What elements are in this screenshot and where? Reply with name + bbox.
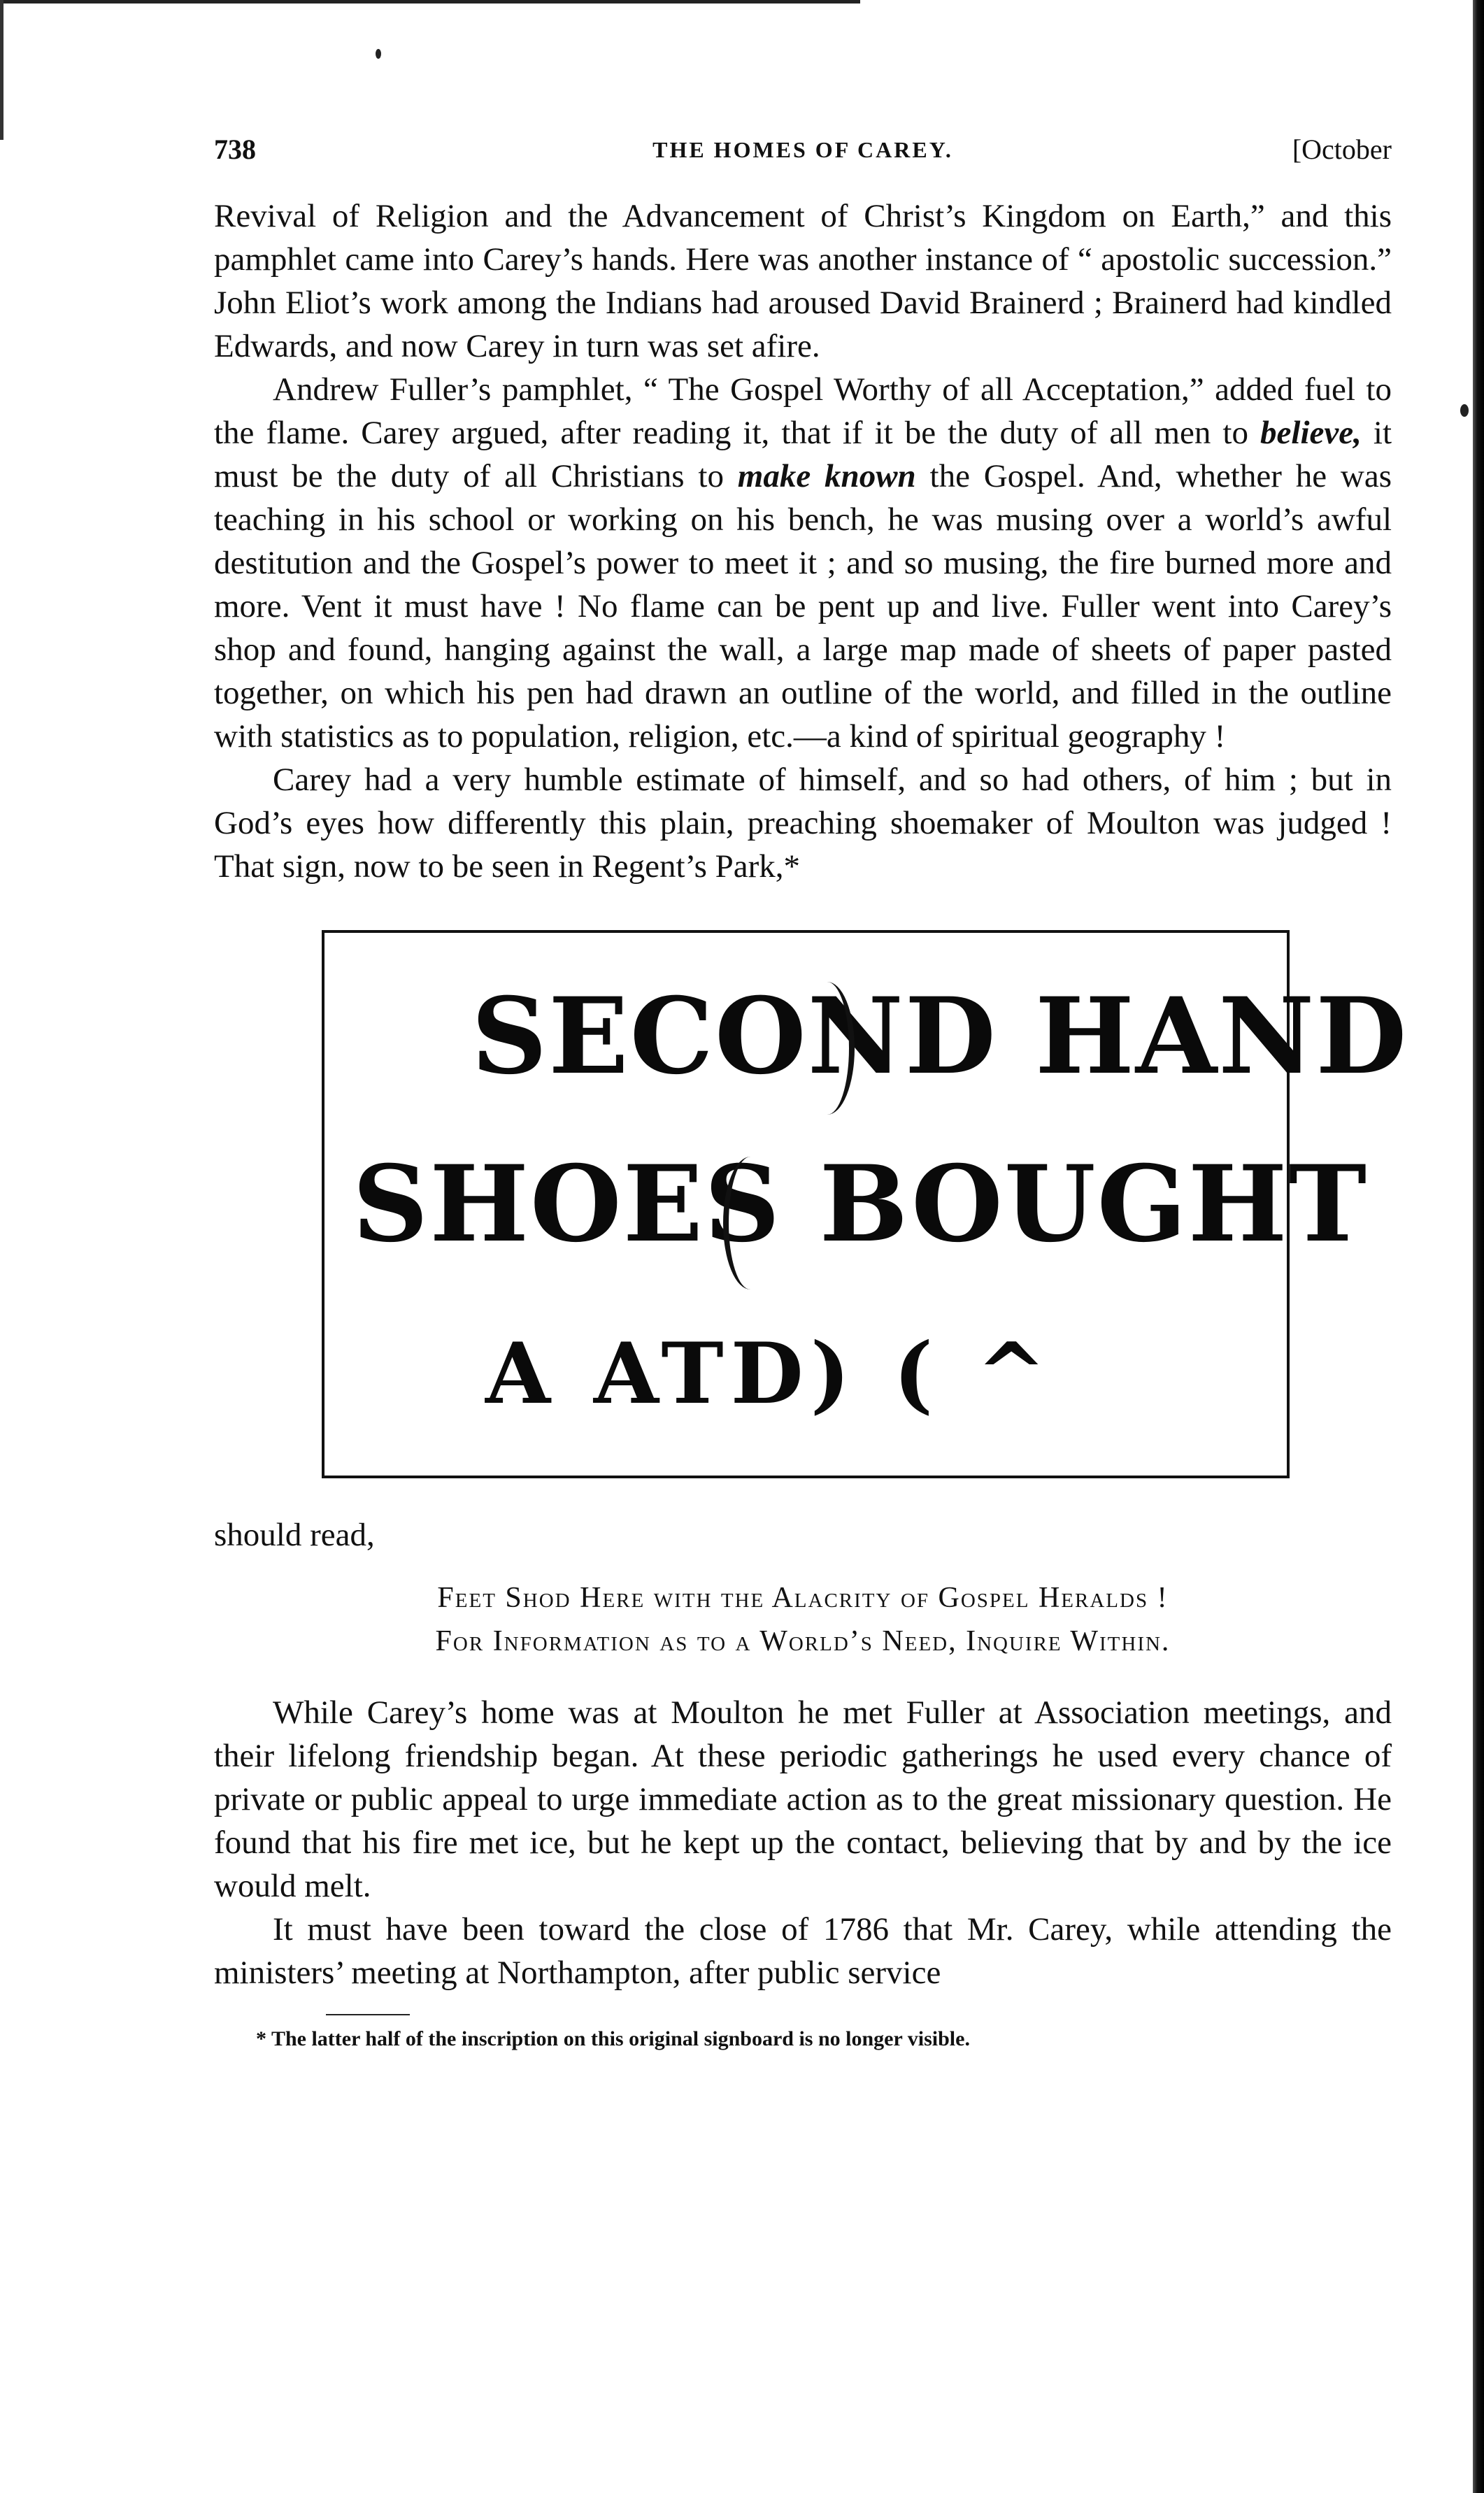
scan-speck: [376, 49, 381, 59]
signboard-line-3: A ATD) ( ^: [485, 1324, 1054, 1423]
scan-speck: [1460, 404, 1469, 417]
paragraph: Revival of Religion and the Advancement of Christ’s Kingdom on Earth,” and this pamphlet came into Carey’s hands. Here was another instance of “ apostolic succession.” John Eliot’s work among the Indians had aroused David Brainerd ; Brainerd had kindled Edwards, and now Carey in turn was set afire.: [214, 198, 1392, 364]
signboard-line-2: SHOES BOUGHT: [352, 1143, 1369, 1266]
scan-edge-right: [1473, 0, 1484, 2493]
signboard-line-1: SECOND HAND: [471, 975, 1408, 1098]
emphasis: believe,: [1260, 415, 1362, 451]
signboard-bracket: [800, 982, 855, 1115]
paragraph-text: the Gospel. And, whether he was teaching in his school or working on his bench, he was musing over a world’s awful destitution and the Gospel’s power to meet it ; and so musing, the fire burned more and more. Vent it must have ! No flame can be pent up and live. Fuller went into Carey’s shop and found, hanging against the wall, a large map made of sheets of paper pasted together, on which his pen had drawn an outline of the world, and filled in the outline with statistics as to population, religion, etc.—a kind of spiritual geography !: [214, 458, 1392, 755]
signboard-bracket: [723, 1157, 778, 1290]
scan-edge-left: [0, 0, 3, 140]
paragraph: should read,: [214, 1517, 375, 1553]
paragraph: [214, 368, 1392, 758]
page: [214, 133, 1408, 2053]
scan-edge-top: [0, 0, 860, 3]
body-text-bottom: [214, 1513, 1392, 1994]
footnote-divider: [326, 2014, 410, 2015]
paragraph: While Carey’s home was at Moulton he met Fuller at Association meetings, and their lifelong friendship began. At these periodic gatherings he used every chance of private or public appeal to urge immediate action as to the great missionary question. He found that his fire met ice, but he kept up the contact, believing that by and by the ice would melt.: [214, 1694, 1392, 1904]
paragraph: It must have been toward the close of 1786 that Mr. Carey, while attending the ministers’ meeting at Northampton, after public service: [214, 1911, 1392, 1991]
running-title: THE HOMES OF CAREY.: [652, 137, 953, 162]
footnote: * The latter half of the inscription on this original signboard is no longer visible.: [256, 2027, 970, 2050]
body-text-top: [214, 194, 1392, 888]
paragraph-text: it must be the duty of all Christians to: [214, 415, 1392, 494]
motto-line-2: For Information as to a World’s Need, Inquire Within.: [435, 1625, 1171, 1657]
running-head: [214, 133, 1392, 182]
page-number: 738: [214, 134, 256, 165]
running-month: [October: [1292, 134, 1392, 165]
signboard-motto: [214, 1576, 1392, 1663]
motto-line-1: Feet Shod Here with the Alacrity of Gospel Heralds !: [437, 1582, 1169, 1614]
signboard-figure: [322, 930, 1408, 1478]
emphasis: make known: [737, 458, 916, 494]
paragraph-text: Andrew Fuller’s pamphlet, “ The Gospel Worthy of all Acceptation,” added fuel to the flame. Carey argued, after reading it, that if it be the duty of all men to: [214, 371, 1392, 451]
paragraph: Carey had a very humble estimate of himself, and so had others, of him ; but in God’s eyes how differently this plain, preaching shoemaker of Moulton was judged ! That sign, now to be seen in Regent’s Park,*: [214, 762, 1392, 885]
